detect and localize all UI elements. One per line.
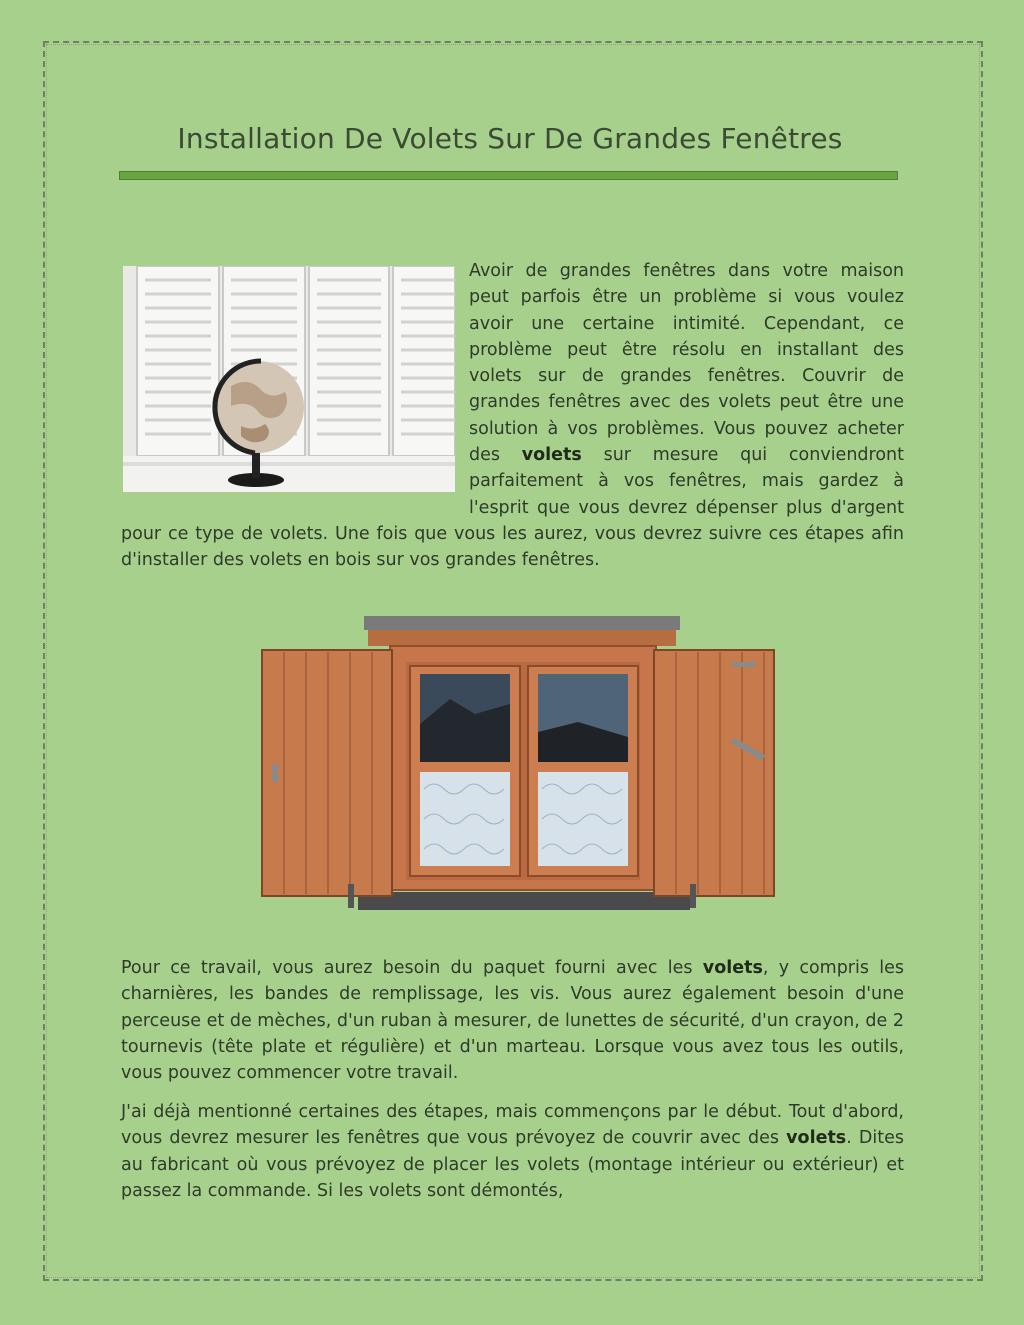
- volets-keyword: volets: [702, 958, 763, 978]
- intro-section: [121, 258, 904, 574]
- steps-paragraph: [121, 1099, 904, 1204]
- steps-text-end: . Dites au fabricant où vous prévoyez de placer les volets (montage intérieur ou extérieur) et passez la commande. Si les volets sont démontés,: [121, 1128, 904, 1201]
- title-divider: [119, 171, 898, 180]
- tools-text-end: , y compris les charnières, les bandes de remplissage, les vis. Vous aurez également besoin d'une perceuse et de mèches, d'un ruban à mesurer, de lunettes de sécurité, d'un crayon, de 2 tournevis (tête plate et régulière) et d'un marteau. Lorsque vous avez tous les outils, vous pouvez commencer votre travail.: [121, 958, 904, 1084]
- tools-text-start: Pour ce travail, vous aurez besoin du paquet fourni avec les: [121, 958, 703, 978]
- wooden-shutters-window-image: [258, 614, 778, 926]
- intro-text-end: sur mesure qui conviendront parfaitement à vos fenêtres, mais gardez à l'esprit que vous devrez dépenser plus d'argent pour ce type de volets. Une fois que vous les aurez, vous devrez suivre ces étapes afin d'installer des volets en bois sur vos grandes fenêtres.: [121, 445, 904, 571]
- tools-paragraph: [121, 955, 904, 1086]
- volets-keyword: volets: [786, 1128, 847, 1149]
- steps-text-start: J'ai déjà mentionné certaines des étapes, mais commençons par le début. Tout d'abord, vous devrez mesurer les fenêtres que vous prévoyez de couvrir avec des: [121, 1102, 904, 1149]
- page-title: Installation De Volets Sur De Grandes Fenêtres: [177, 122, 843, 155]
- intro-text-start: Avoir de grandes fenêtres dans votre maison peut parfois être un problème si vous voulez avoir une certaine intimité. Cependant, ce problème peut être résolu en installant des volets sur de grandes fenêtres. Couvrir de grandes fenêtres avec des volets peut être une solution à vos problèmes. Vous pouvez acheter des: [469, 261, 904, 466]
- globe-shutters-image: [123, 266, 455, 492]
- volets-keyword: volets: [521, 445, 582, 466]
